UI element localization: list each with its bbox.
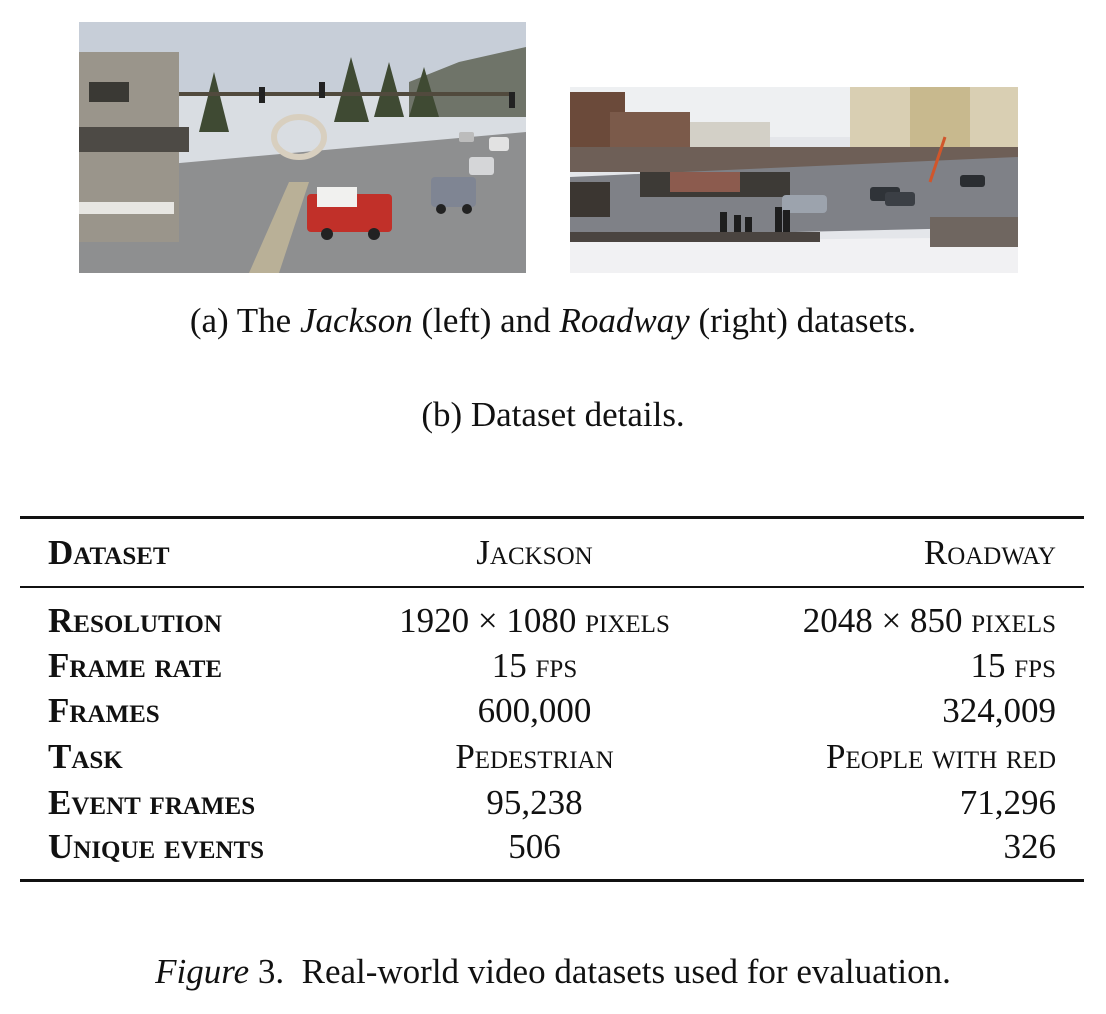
jackson-number: 95,238 <box>486 783 583 822</box>
caption-a-jackson: Jackson <box>299 301 413 340</box>
roadway-unit: People with red <box>826 737 1056 776</box>
figure-number: 3. <box>249 952 285 991</box>
caption-a-roadway: Roadway <box>559 301 690 340</box>
table-mid-rule <box>20 586 1084 588</box>
roadway-image <box>570 87 1018 273</box>
figure-caption <box>0 952 1106 992</box>
row-label: Frames <box>48 691 160 730</box>
roadway-number: 71,296 <box>959 783 1056 822</box>
jackson-image <box>79 22 526 273</box>
figure-caption-text: Real-world video datasets used for evaluation. <box>301 952 951 991</box>
caption-a <box>0 301 1106 341</box>
jackson-value <box>322 737 747 777</box>
table-top-rule <box>20 516 1084 519</box>
roadway-value <box>942 691 1056 731</box>
header-dataset: Dataset <box>48 533 170 572</box>
roadway-number: 324,009 <box>942 691 1056 730</box>
jackson-value <box>322 783 747 823</box>
jackson-value <box>322 827 747 867</box>
roadway-value <box>971 646 1056 686</box>
jackson-unit: fps <box>526 646 578 685</box>
row-label: Frame rate <box>48 646 223 685</box>
roadway-unit: fps <box>1005 646 1056 685</box>
caption-a-prefix: (a) The <box>189 301 300 340</box>
jackson-number: 15 <box>491 646 527 685</box>
header-jackson: Jackson <box>476 533 593 572</box>
roadway-number: 15 <box>970 646 1006 685</box>
roadway-value <box>960 783 1056 823</box>
row-label: Resolution <box>48 601 222 640</box>
table-bottom-rule <box>20 879 1084 882</box>
jackson-value <box>322 691 747 731</box>
caption-a-suffix: (right) datasets. <box>689 301 917 340</box>
row-label: Event frames <box>48 783 256 822</box>
jackson-unit: Pedestrian <box>455 737 614 776</box>
jackson-value <box>322 601 747 641</box>
jackson-value <box>322 646 747 686</box>
roadway-unit: pixels <box>962 601 1056 640</box>
jackson-number: 506 <box>508 827 561 866</box>
jackson-unit: pixels <box>576 601 670 640</box>
caption-b: (b) Dataset details. <box>421 395 685 434</box>
row-label: Task <box>48 737 123 776</box>
header-roadway: Roadway <box>923 533 1056 572</box>
jackson-number: 1920 × 1080 <box>399 601 577 640</box>
roadway-value <box>826 737 1056 777</box>
jackson-number: 600,000 <box>477 691 592 730</box>
roadway-value <box>1004 827 1057 867</box>
roadway-value <box>803 601 1056 641</box>
caption-a-mid: (left) and <box>412 301 560 340</box>
figure-label: Figure <box>155 952 250 991</box>
row-label: Unique events <box>48 827 265 866</box>
roadway-number: 326 <box>1003 827 1056 866</box>
roadway-number: 2048 × 850 <box>802 601 963 640</box>
